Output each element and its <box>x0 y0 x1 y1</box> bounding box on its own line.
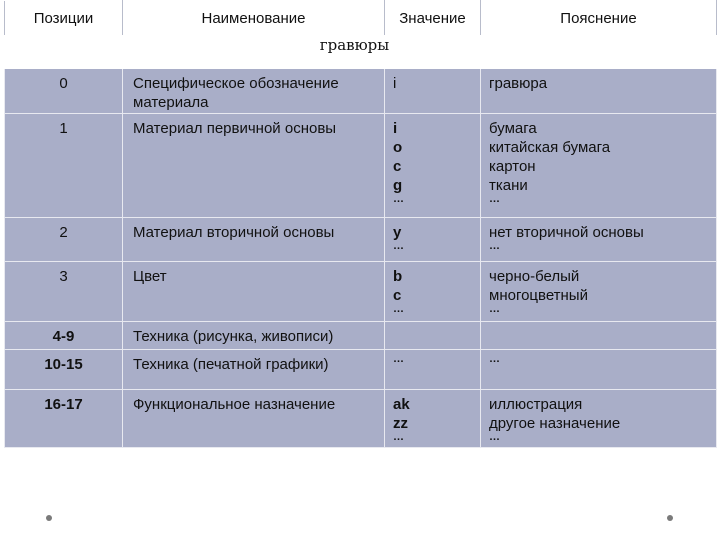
cell-explanation <box>481 114 717 218</box>
table-row <box>5 262 717 322</box>
value-code: o <box>393 139 403 156</box>
explanation-line: нет вторичной основы <box>489 224 644 241</box>
cell-name: Функциональное назначение <box>123 390 385 448</box>
value-code: c <box>393 287 402 304</box>
table-row <box>5 390 717 448</box>
cell-explanation <box>481 390 717 448</box>
cell-explanation <box>481 218 717 262</box>
header-positions: Позиции <box>5 1 123 36</box>
cell-position: 0 <box>5 69 123 114</box>
title-row <box>5 36 717 69</box>
cell-name: Специфическое обозначение материала <box>123 69 385 114</box>
classification-table <box>4 0 717 448</box>
value-ellipsis: … <box>393 353 405 365</box>
explanation-line: китайская бумага <box>489 139 611 156</box>
value-ellipsis: … <box>393 193 405 205</box>
cell-name: Цвет <box>123 262 385 322</box>
value-code: i <box>393 120 398 137</box>
cell-position: 2 <box>5 218 123 262</box>
explanation-line: бумага <box>489 120 537 137</box>
value-code: c <box>393 158 402 175</box>
table-row <box>5 350 717 390</box>
explanation-ellipsis: … <box>489 431 501 443</box>
cell-position: 16-17 <box>5 390 123 448</box>
explanation-line: иллюстрация <box>489 396 583 413</box>
cell-explanation <box>481 262 717 322</box>
explanation-line: гравюра <box>489 75 548 92</box>
cell-value <box>385 322 481 350</box>
cell-value <box>385 350 481 390</box>
cell-value <box>385 218 481 262</box>
explanation-ellipsis: … <box>489 193 501 205</box>
explanation-ellipsis: … <box>489 303 501 315</box>
cell-position: 3 <box>5 262 123 322</box>
nav-dot-left <box>46 515 52 521</box>
cell-value <box>385 114 481 218</box>
cell-position: 4-9 <box>5 322 123 350</box>
cell-position: 1 <box>5 114 123 218</box>
value-code: b <box>393 268 403 285</box>
value-code: ak <box>393 396 410 413</box>
explanation-ellipsis: … <box>489 240 501 252</box>
cell-value <box>385 262 481 322</box>
value-ellipsis: … <box>393 240 405 252</box>
explanation-line: черно-белый <box>489 268 580 285</box>
table-row <box>5 114 717 218</box>
explanation-line: картон <box>489 158 536 175</box>
table-row <box>5 218 717 262</box>
cell-name: Техника (рисунка, живописи) <box>123 322 385 350</box>
explanation-line: другое назначение <box>489 415 621 432</box>
page-title: гравюры <box>319 36 390 54</box>
cell-position: 10-15 <box>5 350 123 390</box>
explanation-line: многоцветный <box>489 287 588 304</box>
cell-name: Техника (печатной графики) <box>123 350 385 390</box>
header-value: Значение <box>385 1 481 36</box>
cell-value <box>385 69 481 114</box>
explanation-ellipsis: … <box>489 353 501 365</box>
value-code: zz <box>393 415 408 432</box>
value-code: i <box>393 75 397 92</box>
cell-name: Материал вторичной основы <box>123 218 385 262</box>
cell-explanation <box>481 69 717 114</box>
value-code: y <box>393 224 402 241</box>
value-ellipsis: … <box>393 431 405 443</box>
value-code: g <box>393 177 403 194</box>
cell-explanation <box>481 350 717 390</box>
cell-explanation <box>481 322 717 350</box>
header-explanation: Пояснение <box>481 1 717 36</box>
explanation-line: ткани <box>489 177 528 194</box>
table-row <box>5 322 717 350</box>
header-row <box>5 1 717 36</box>
header-name: Наименование <box>123 1 385 36</box>
cell-value <box>385 390 481 448</box>
table-row <box>5 69 717 114</box>
cell-name: Материал первичной основы <box>123 114 385 218</box>
value-ellipsis: … <box>393 303 405 315</box>
nav-dot-right <box>667 515 673 521</box>
